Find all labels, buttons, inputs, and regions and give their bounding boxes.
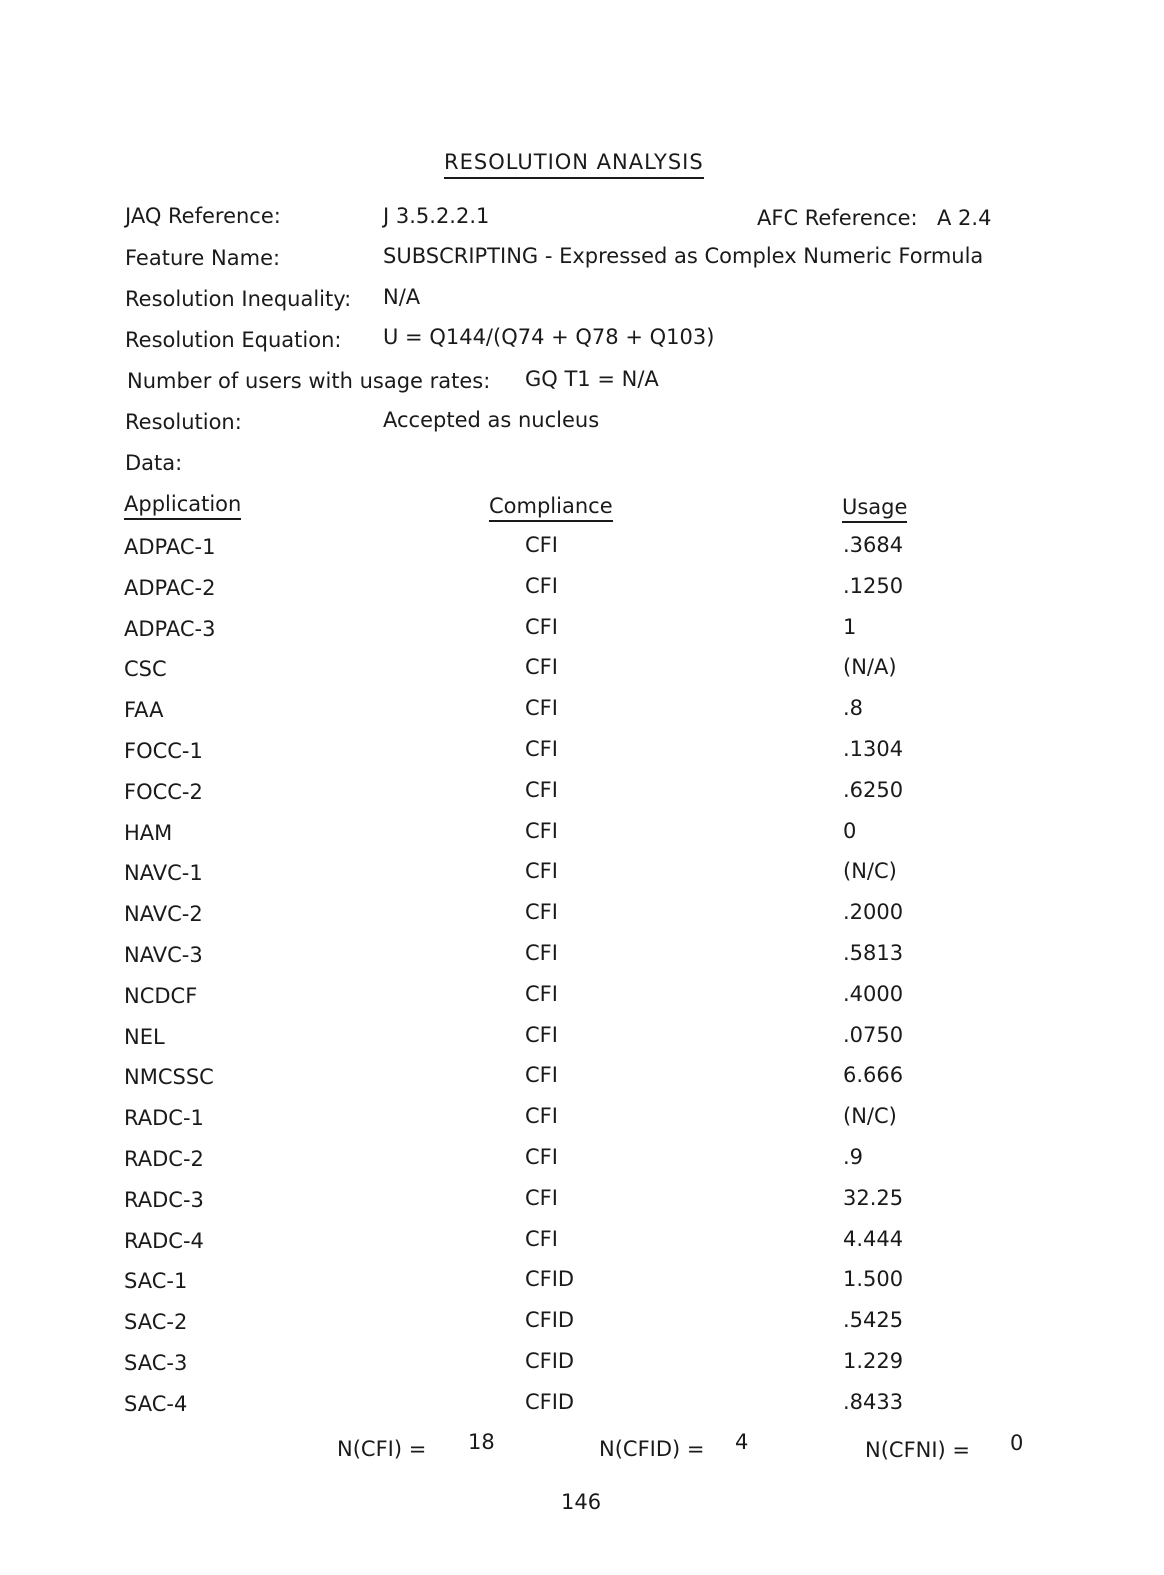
cell-compliance: CFI — [525, 615, 558, 639]
cell-usage: (N/A) — [843, 655, 897, 679]
cell-application: ADPAC-3 — [124, 617, 216, 641]
resolution-equation-value: U = Q144/(Q74 + Q78 + Q103) — [383, 325, 715, 349]
n-cfi-value: 18 — [468, 1430, 495, 1454]
cell-compliance: CFI — [525, 1227, 558, 1251]
n-cfni-label: N(CFNI) = — [865, 1438, 971, 1462]
cell-application: RADC-1 — [124, 1106, 204, 1130]
cell-application: SAC-1 — [124, 1269, 188, 1293]
data-label: Data: — [125, 451, 183, 475]
cell-application: CSC — [124, 657, 167, 681]
cell-compliance: CFI — [525, 982, 558, 1006]
cell-compliance: CFID — [525, 1308, 575, 1332]
cell-application: FOCC-2 — [124, 780, 203, 804]
cell-usage: .4000 — [843, 982, 904, 1006]
cell-application: RADC-2 — [124, 1147, 204, 1171]
users-with-usage-label: Number of users with usage rates: — [127, 369, 491, 393]
afc-reference-label: AFC Reference: — [757, 206, 918, 230]
cell-usage: .6250 — [843, 778, 904, 802]
cell-usage: .0750 — [843, 1023, 904, 1047]
cell-application: ADPAC-2 — [124, 576, 216, 600]
resolution-equation-label: Resolution Equation: — [125, 328, 342, 352]
jaq-reference-value: J 3.5.2.2.1 — [383, 204, 490, 228]
feature-name-label: Feature Name: — [125, 246, 281, 270]
cell-application: HAM — [124, 821, 173, 845]
header-usage: Usage — [842, 495, 907, 523]
cell-compliance: CFI — [525, 778, 558, 802]
page-title: RESOLUTION ANALYSIS — [444, 150, 704, 179]
cell-usage: (N/C) — [843, 859, 897, 883]
cell-usage: 4.444 — [843, 1227, 904, 1251]
cell-usage: 6.666 — [843, 1063, 904, 1087]
cell-compliance: CFID — [525, 1349, 575, 1373]
cell-compliance: CFI — [525, 1145, 558, 1169]
header-compliance: Compliance — [489, 494, 613, 522]
feature-name-value: SUBSCRIPTING - Expressed as Complex Numeric Formula — [383, 244, 984, 268]
cell-usage: .5425 — [843, 1308, 904, 1332]
cell-usage: .5813 — [843, 941, 904, 965]
resolution-inequality-label: Resolution Inequality: — [125, 287, 352, 311]
cell-usage: 1.229 — [843, 1349, 904, 1373]
cell-compliance: CFI — [525, 1104, 558, 1128]
cell-usage: .8 — [843, 696, 864, 720]
cell-compliance: CFI — [525, 941, 558, 965]
cell-compliance: CFI — [525, 900, 558, 924]
cell-usage: (N/C) — [843, 1104, 897, 1128]
cell-compliance: CFI — [525, 655, 558, 679]
cell-usage: .1250 — [843, 574, 904, 598]
header-application: Application — [124, 492, 241, 520]
afc-reference-value: A 2.4 — [937, 206, 992, 230]
cell-application: NAVC-1 — [124, 861, 203, 885]
cell-application: RADC-3 — [124, 1188, 204, 1212]
cell-compliance: CFID — [525, 1390, 575, 1414]
cell-compliance: CFID — [525, 1267, 575, 1291]
n-cfid-label: N(CFID) = — [599, 1437, 705, 1461]
cell-usage: .3684 — [843, 533, 904, 557]
cell-application: FOCC-1 — [124, 739, 203, 763]
jaq-reference-label: JAQ Reference: — [125, 204, 281, 228]
resolution-value: Accepted as nucleus — [383, 408, 600, 432]
cell-compliance: CFI — [525, 859, 558, 883]
cell-application: NAVC-3 — [124, 943, 203, 967]
cell-compliance: CFI — [525, 574, 558, 598]
cell-compliance: CFI — [525, 1063, 558, 1087]
cell-application: SAC-2 — [124, 1310, 188, 1334]
cell-compliance: CFI — [525, 1186, 558, 1210]
cell-usage: .8433 — [843, 1390, 904, 1414]
cell-usage: 0 — [843, 819, 857, 843]
cell-application: SAC-3 — [124, 1351, 188, 1375]
cell-usage: 1 — [843, 615, 857, 639]
cell-application: NAVC-2 — [124, 902, 203, 926]
cell-compliance: CFI — [525, 533, 558, 557]
n-cfid-value: 4 — [735, 1430, 749, 1454]
cell-application: RADC-4 — [124, 1229, 204, 1253]
resolution-label: Resolution: — [125, 410, 242, 434]
cell-application: NCDCF — [124, 984, 198, 1008]
cell-usage: 32.25 — [843, 1186, 904, 1210]
users-with-usage-value: GQ T1 = N/A — [525, 367, 659, 391]
cell-compliance: CFI — [525, 819, 558, 843]
cell-usage: .2000 — [843, 900, 904, 924]
cell-application: NMCSSC — [124, 1065, 214, 1089]
cell-compliance: CFI — [525, 737, 558, 761]
cell-application: NEL — [124, 1025, 165, 1049]
cell-usage: .1304 — [843, 737, 904, 761]
page-number: 146 — [561, 1490, 602, 1514]
cell-application: FAA — [124, 698, 164, 722]
cell-compliance: CFI — [525, 696, 558, 720]
n-cfni-value: 0 — [1010, 1431, 1024, 1455]
cell-usage: 1.500 — [843, 1267, 904, 1291]
cell-usage: .9 — [843, 1145, 864, 1169]
cell-compliance: CFI — [525, 1023, 558, 1047]
resolution-inequality-value: N/A — [383, 285, 421, 309]
cell-application: SAC-4 — [124, 1392, 188, 1416]
cell-application: ADPAC-1 — [124, 535, 216, 559]
n-cfi-label: N(CFI) = — [337, 1437, 427, 1461]
